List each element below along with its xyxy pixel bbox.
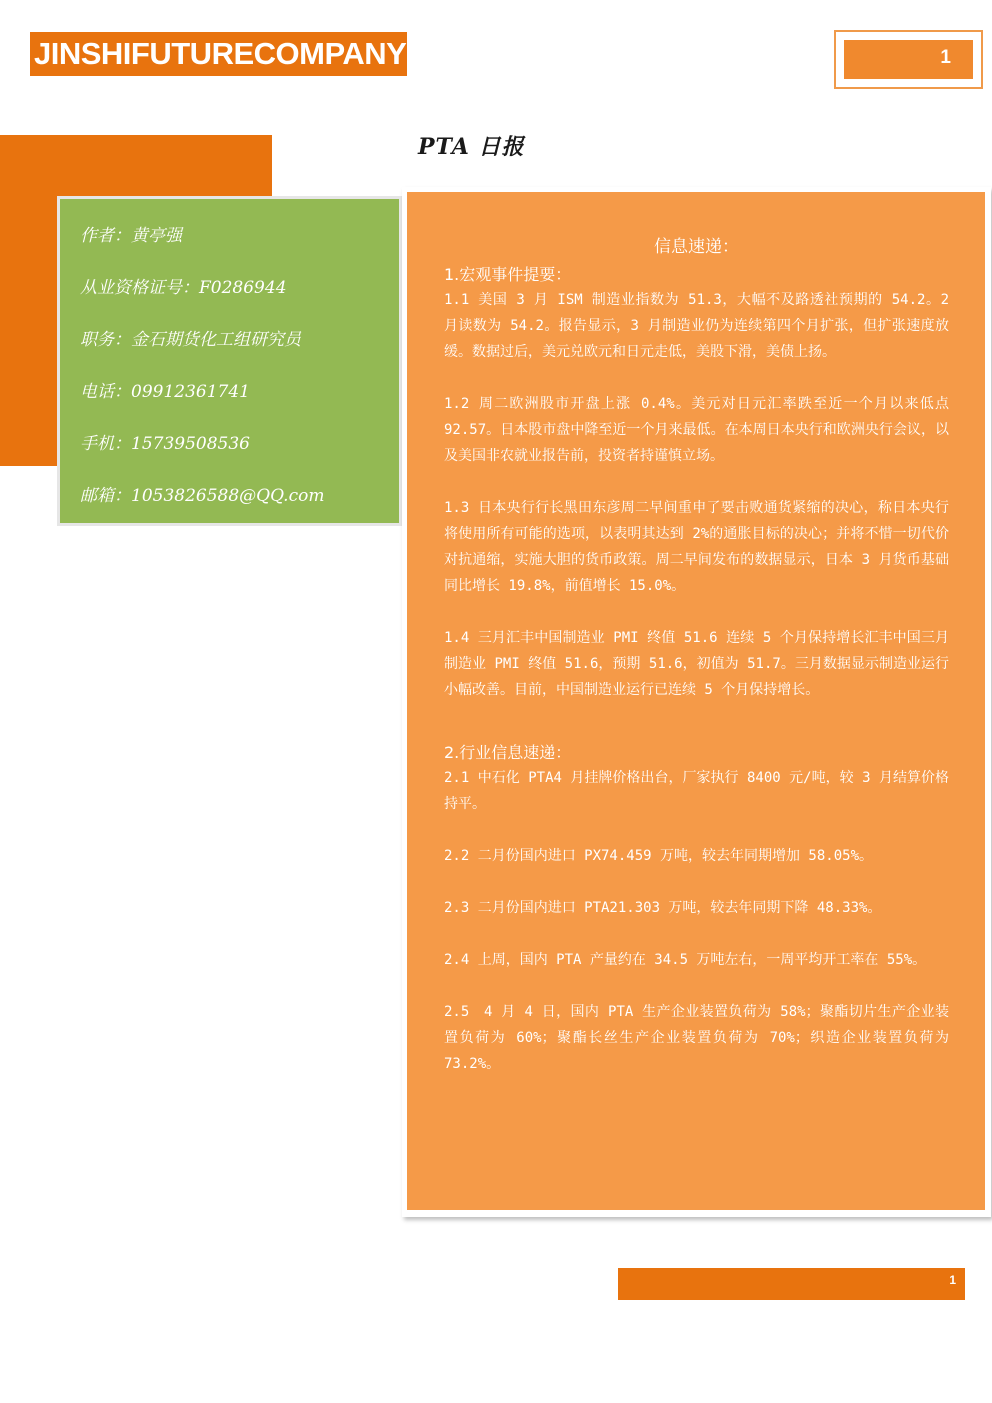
author-card [57,196,402,526]
page-number: 1 [842,38,975,81]
author-email: 邮箱：1053826588@QQ.com [80,486,325,506]
company-banner: JINSHIFUTURECOMPANY [30,32,407,76]
page-number-box [834,30,983,89]
footer-page-number: 1 [618,1268,965,1300]
author-position: 职务：金石期货化工组研究员 [80,330,301,350]
author-phone: 电话：09912361741 [80,382,250,402]
info-heading: 信息速递： [654,237,739,257]
license-number: 从业资格证号：F0286944 [80,278,287,298]
macro-section-title: 1.宏观事件提要： [444,265,572,284]
macro-item: 1.4 三月汇丰中国制造业 PMI 终值 51.6 连续 5 个月保持增长汇丰中国三月制造业 PMI 终值 51.6，预期 51.6，初值为 51.7。三月数据显示制造业运行小幅改善。目前，中国制造业运行已连续 5 个月保持增长。 [444,630,949,698]
author-name: 作者：黄亭强 [80,226,182,246]
info-panel [402,187,991,1217]
info-panel-body [407,192,985,1210]
industry-section-title: 2.行业信息速递： [444,743,572,762]
industry-item: 2.4 上周，国内 PTA 产量约在 34.5 万吨左右，一周平均开工率在 55%。 [444,952,927,968]
macro-item: 1.3 日本央行行长黑田东彦周二早间重申了要击败通货紧缩的决心，称日本央行将使用所有可能的选项，以表明其达到 2%的通胀目标的决心；并将不惜一切代价对抗通缩，实施大胆的货币政策。周二早间发布的数据显示，日本 3 月货币基础同比增长 19.8%，前值增长 15.0%。 [444,500,949,594]
industry-item: 2.2 二月份国内进口 PX74.459 万吨，较去年同期增加 58.05%。 [444,848,874,864]
industry-item: 2.1 中石化 PTA4 月挂牌价格出台，厂家执行 8400 元/吨，较 3 月结算价格持平。 [444,770,949,812]
macro-item: 1.2 周二欧洲股市开盘上涨 0.4%。美元对日元汇率跌至近一个月以来低点 92.57。日本股市盘中降至近一个月来最低。在本周日本央行和欧洲央行会议，以及美国非农就业报告前，投资者持谨慎立场。 [444,396,949,464]
industry-item: 2.5 4 月 4 日，国内 PTA 生产企业装置负荷为 58%；聚酯切片生产企业装置负荷为 60%；聚酯长丝生产企业装置负荷为 70%；织造企业装置负荷为 73.2%。 [444,1004,949,1072]
industry-item: 2.3 二月份国内进口 PTA21.303 万吨，较去年同期下降 48.33%。 [444,900,882,916]
macro-item: 1.1 美国 3 月 ISM 制造业指数为 51.3，大幅不及路透社预期的 54.2。2 月读数为 54.2。报告显示，3 月制造业仍为连续第四个月扩张，但扩张速度放缓。数据过后，美元兑欧元和日元走低，美股下滑，美债上扬。 [444,292,949,360]
document-title: PTA 日报 [418,134,525,160]
author-mobile: 手机：15739508536 [80,434,250,454]
